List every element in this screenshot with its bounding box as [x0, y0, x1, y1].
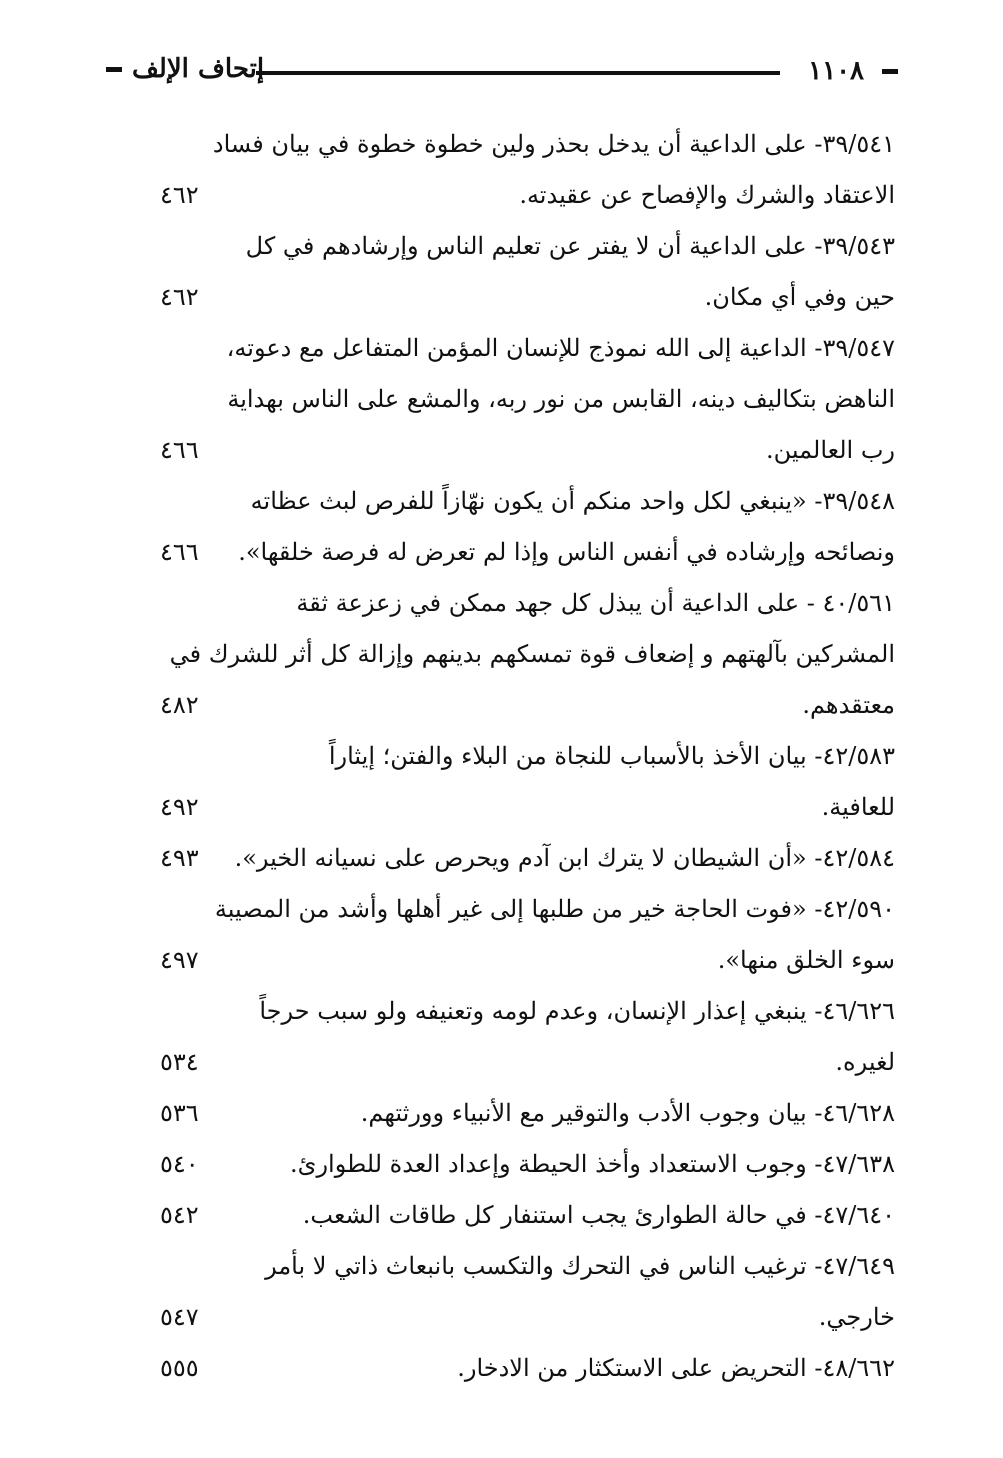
- entry-line: [160, 425, 895, 476]
- index-entries: [160, 119, 895, 1394]
- index-entry: [160, 1139, 895, 1190]
- page-number-group: [808, 56, 898, 86]
- entry-line: [160, 221, 895, 272]
- entry-reference: ٣٩/٥٤١-: [806, 130, 895, 158]
- page-number: ١١٠٨: [808, 56, 864, 86]
- book-title: إتحاف الإلف: [132, 54, 265, 84]
- entry-text: الاعتقاد والشرك والإفصاح عن عقيدته.: [519, 181, 895, 209]
- entry-page-number: ٥٤٧: [160, 1303, 199, 1331]
- entry-text: ترغيب الناس في التحرك والتكسب بانبعاث ذاتي لا بأمر: [265, 1252, 807, 1280]
- entry-line: [160, 374, 895, 425]
- index-entry: [160, 221, 895, 323]
- entry-text: بيان وجوب الأدب والتوقير مع الأنبياء وورثتهم.: [360, 1099, 807, 1127]
- entry-reference: ٤٨/٦٦٢-: [806, 1354, 895, 1382]
- entry-text: لغيره.: [835, 1048, 895, 1076]
- entry-text: بيان الأخذ بالأسباب للنجاة من البلاء والفتن؛ إيثاراً: [328, 742, 807, 770]
- entry-line: [160, 1088, 895, 1139]
- entry-text: المشركين بآلهتهم و إضعاف قوة تمسكهم بدينهم وإزالة كل أثر للشرك في: [169, 640, 895, 668]
- entry-text: «أن الشيطان لا يترك ابن آدم ويحرص على نسيانه الخير».: [234, 844, 807, 872]
- entry-text: على الداعية أن يبذل كل جهد ممكن في زعزعة ثقة: [296, 589, 800, 617]
- entry-line: [160, 1292, 895, 1343]
- index-entry: [160, 578, 895, 731]
- entry-page-number: ٤٦٢: [160, 283, 199, 311]
- entry-line: [160, 782, 895, 833]
- entry-text: سوء الخلق منها».: [717, 946, 895, 974]
- entry-page-number: ٤٦٦: [160, 538, 199, 566]
- index-entry: [160, 1343, 895, 1394]
- entry-reference: ٣٩/٥٤٣-: [806, 232, 895, 260]
- entry-reference: ٤٢/٥٨٤-: [806, 844, 895, 872]
- entry-page-number: ٥٤٠: [160, 1150, 199, 1178]
- entry-text: خارجي.: [818, 1303, 895, 1331]
- entry-reference: ٤٢/٥٩٠-: [806, 895, 895, 923]
- entry-page-number: ٥٥٥: [160, 1354, 199, 1382]
- index-entry: [160, 1190, 895, 1241]
- entry-line: [160, 527, 895, 578]
- entry-reference: ٤٧/٦٤٩-: [806, 1252, 895, 1280]
- entry-line: [160, 272, 895, 323]
- entry-text: رب العالمين.: [765, 436, 895, 464]
- entry-text: ينبغي إعذار الإنسان، وعدم لومه وتعنيفه ولو سبب حرجاً: [259, 997, 807, 1025]
- entry-text: للعافية.: [821, 793, 895, 821]
- entry-line: [160, 935, 895, 986]
- entry-text: ونصائحه وإرشاده في أنفس الناس وإذا لم تعرض له فرصة خلقها».: [238, 538, 895, 566]
- entry-page-number: ٤٩٧: [160, 946, 199, 974]
- header-rule: [256, 71, 780, 75]
- entry-reference: ٣٩/٥٤٨-: [806, 487, 895, 515]
- entry-line: [160, 1139, 895, 1190]
- entry-page-number: ٥٤٢: [160, 1201, 199, 1229]
- entry-line: [160, 1343, 895, 1394]
- index-entry: [160, 1088, 895, 1139]
- entry-line: [160, 1190, 895, 1241]
- entry-text: «فوت الحاجة خير من طلبها إلى غير أهلها وأشد من المصيبة: [214, 895, 807, 923]
- entry-page-number: ٤٦٢: [160, 181, 199, 209]
- entry-text: معتقدهم.: [802, 691, 895, 719]
- entry-line: [160, 476, 895, 527]
- index-entry: [160, 119, 895, 221]
- entry-line: [160, 680, 895, 731]
- entry-reference: ٤٢/٥٨٣-: [806, 742, 895, 770]
- entry-text: على الداعية أن لا يفتر عن تعليم الناس وإرشادهم في كل: [245, 232, 807, 260]
- entry-page-number: ٤٩٣: [160, 844, 199, 872]
- entry-line: [160, 629, 895, 680]
- entry-reference: ٤٦/٦٢٨-: [806, 1099, 895, 1127]
- index-entry: [160, 833, 895, 884]
- entry-text: حين وفي أي مكان.: [704, 283, 895, 311]
- entry-text: الداعية إلى الله نموذج للإنسان المؤمن المتفاعل مع دعوته،: [226, 334, 807, 362]
- entry-text: على الداعية أن يدخل بحذر ولين خطوة خطوة في بيان فساد: [212, 130, 807, 158]
- entry-page-number: ٤٩٢: [160, 793, 199, 821]
- entry-text: في حالة الطوارئ يجب استنفار كل طاقات الشعب.: [302, 1201, 807, 1229]
- entry-line: [160, 884, 895, 935]
- entry-line: [160, 986, 895, 1037]
- entry-line: [160, 578, 895, 629]
- entry-text: الناهض بتكاليف دينه، القابس من نور ربه، والمشع على الناس بهداية: [227, 385, 895, 413]
- entry-line: [160, 323, 895, 374]
- entry-line: [160, 833, 895, 884]
- entry-page-number: ٤٨٢: [160, 691, 199, 719]
- entry-page-number: ٥٣٤: [160, 1048, 199, 1076]
- entry-line: [160, 1037, 895, 1088]
- index-entry: [160, 986, 895, 1088]
- entry-text: «ينبغي لكل واحد منكم أن يكون نهّازاً للفرص لبث عظاته: [250, 487, 807, 515]
- page-header: [106, 52, 898, 96]
- entry-line: [160, 119, 895, 170]
- entry-reference: ٤٠/٥٦١ -: [799, 589, 895, 617]
- entry-reference: ٤٧/٦٣٨-: [806, 1150, 895, 1178]
- index-entry: [160, 731, 895, 833]
- entry-line: [160, 1241, 895, 1292]
- index-entry: [160, 476, 895, 578]
- entry-text: التحريض على الاستكثار من الادخار.: [457, 1354, 807, 1382]
- entry-reference: ٤٦/٦٢٦-: [806, 997, 895, 1025]
- entry-line: [160, 731, 895, 782]
- entry-page-number: ٤٦٦: [160, 436, 199, 464]
- entry-text: وجوب الاستعداد وأخذ الحيطة وإعداد العدة للطوارئ.: [290, 1150, 807, 1178]
- header-dash-right: [882, 69, 898, 74]
- book-title-group: [106, 54, 264, 84]
- header-dash-left: [106, 67, 122, 72]
- entry-line: [160, 170, 895, 221]
- index-entry: [160, 323, 895, 476]
- entry-reference: ٣٩/٥٤٧-: [806, 334, 895, 362]
- entry-reference: ٤٧/٦٤٠-: [806, 1201, 895, 1229]
- index-entry: [160, 884, 895, 986]
- entry-page-number: ٥٣٦: [160, 1099, 199, 1127]
- index-entry: [160, 1241, 895, 1343]
